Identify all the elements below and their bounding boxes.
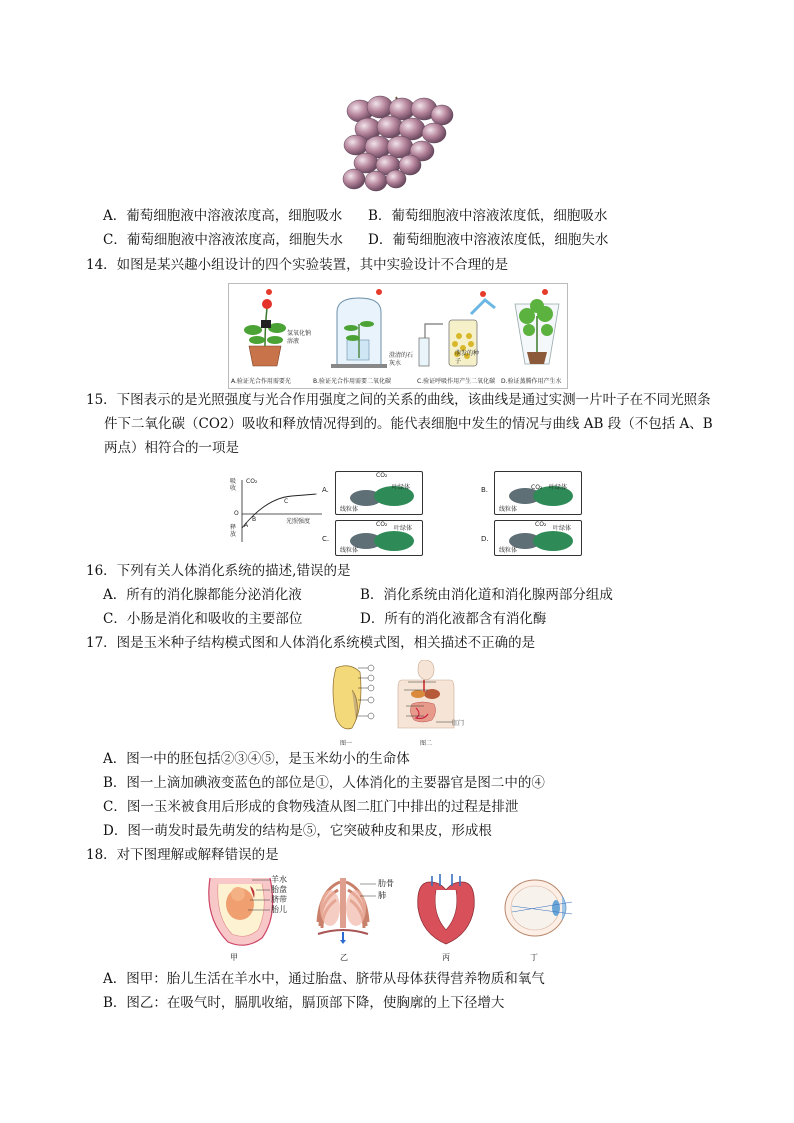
q15-c-chloroplast: 叶绿体 <box>394 525 413 532</box>
q15-graph-point-b: B <box>252 516 257 523</box>
q17-option-d: D．图一萌发时最先萌发的结构是⑤，它突破种皮和果皮，形成根 <box>103 823 492 839</box>
q14-label-naoh: 氢氧化钠溶液 <box>287 330 312 345</box>
q18-option-b: B．图乙：在吸气时，膈肌收缩，膈顶部下降，使胸廓的上下径增大 <box>103 995 505 1011</box>
q18-name-ding: 丁 <box>530 953 538 962</box>
q15-b-mito: 线粒体 <box>499 506 518 513</box>
grape-image <box>338 95 456 197</box>
q15-option-a-box <box>322 471 423 515</box>
q13-option-c: C．葡萄细胞液中溶液浓度高，细胞失水 <box>103 232 343 248</box>
q15-graph-co2: CO₂ <box>246 478 258 485</box>
q13-option-b: B．葡萄细胞液中溶液浓度低，细胞吸水 <box>368 208 608 224</box>
q15-option-c-box <box>322 520 423 556</box>
q14-figure <box>228 283 568 389</box>
q18-label-lung: 肺 <box>378 891 386 900</box>
q18-figure <box>200 872 580 964</box>
q13-option-a: A．葡萄细胞液中溶液浓度高，细胞吸水 <box>103 208 343 224</box>
q16-option-b: B．消化系统由消化道和消化腺两部分组成 <box>360 587 613 603</box>
q18-name-bing: 丙 <box>442 953 450 962</box>
q14-caption-d: D.验证蒸腾作用产生水 <box>501 378 562 385</box>
q15-a-co2: CO₂ <box>376 472 388 479</box>
q15-stem-line2: 件下二氧化碳（CO2）吸收和释放情况得到的。能代表细胞中发生的情况与曲线 AB 段（不包括 A、B <box>104 416 713 432</box>
q15-c-co2: CO₂ <box>376 521 388 528</box>
q15-letter-a: A. <box>322 486 329 494</box>
q18-label-placenta: 胎盘 <box>271 885 287 894</box>
q17-option-a: A．图一中的胚包括②③④⑤，是玉米幼小的生命体 <box>103 751 410 767</box>
q18-label-fetus: 胎儿 <box>271 905 287 914</box>
q14-label-seeds: 萌发的种子 <box>455 350 480 365</box>
q18-label-cord: 脐带 <box>271 895 287 904</box>
q14-caption-b: B.验证光合作用需要二氧化碳 <box>313 378 392 385</box>
q17-figure <box>328 660 468 748</box>
q18-label-rib: 肋骨 <box>378 879 394 888</box>
q18-name-yi: 乙 <box>340 953 348 962</box>
q17-stem: 17．图是玉米种子结构模式图和人体消化系统模式图，相关描述不正确的是 <box>86 635 536 651</box>
q13-option-d: D．葡萄细胞液中溶液浓度低，细胞失水 <box>368 232 609 248</box>
q15-graph-origin: O <box>234 510 239 517</box>
q15-letter-b: B. <box>481 486 489 494</box>
q16-option-a: A．所有的消化腺都能分泌消化液 <box>103 587 302 603</box>
q17-option-b: B．图一上滴加碘液变蓝色的部位是①，人体消化的主要器官是图二中的④ <box>103 775 545 791</box>
q15-graph-y-absorb: 吸收 <box>230 478 237 492</box>
q15-option-b-box <box>481 471 582 515</box>
q15-graph-x-label: 光照强度 <box>286 518 311 525</box>
q15-d-chloroplast: 叶绿体 <box>553 525 572 532</box>
q15-c-mito: 线粒体 <box>340 547 359 554</box>
q15-d-co2: CO₂ <box>535 521 547 528</box>
q18-option-a: A．图甲：胎儿生活在羊水中，通过胎盘、脐带从母体获得营养物质和氧气 <box>103 971 545 987</box>
q15-d-mito: 线粒体 <box>499 547 518 554</box>
q15-graph-y-release: 释放 <box>230 524 237 538</box>
q18-name-jia: 甲 <box>230 953 238 962</box>
q14-caption-a: A.验证光合作用需要光 <box>231 378 291 385</box>
q15-curve-graph <box>226 476 326 548</box>
q14-caption-c: C.验证呼吸作用产生二氧化碳 <box>417 378 496 385</box>
q18-label-amnion: 羊水 <box>271 875 287 884</box>
q14-stem: 14．如图是某兴趣小组设计的四个实验装置，其中实验设计不合理的是 <box>86 257 509 273</box>
q15-letter-c: C. <box>322 535 330 543</box>
q15-graph-point-a: A <box>244 522 249 529</box>
q18-stem: 18．对下图理解或解释错误的是 <box>86 847 279 863</box>
q17-anus-label: 肛门 <box>452 720 465 727</box>
q15-letter-d: D. <box>481 535 489 543</box>
q16-stem: 16．下列有关人体消化系统的描述,错误的是 <box>86 563 351 579</box>
q15-a-chloroplast: 叶绿体 <box>392 484 411 491</box>
sun-icon <box>266 289 548 297</box>
q15-graph-point-c: C <box>284 498 289 505</box>
q14-label-limewater: 澄清的石灰水 <box>389 352 414 367</box>
q15-b-co2: CO₂ <box>531 484 543 491</box>
q15-option-d-box <box>481 520 582 556</box>
q17-fig2-label: 图二 <box>420 740 433 747</box>
q16-option-d: D．所有的消化液都含有消化酶 <box>360 611 547 627</box>
q16-option-c: C．小肠是消化和吸收的主要部位 <box>103 611 303 627</box>
q15-stem-line1: 15．下图表示的是光照强度与光合作用强度之间的关系的曲线，该曲线是通过实测一片叶子在不同光照条 <box>86 392 711 408</box>
q17-fig1-label: 图一 <box>340 740 353 747</box>
q15-stem-line3: 两点）相符合的一项是 <box>104 440 239 456</box>
q15-b-chloroplast: 叶绿体 <box>549 484 568 491</box>
q17-option-c: C．图一玉米被食用后形成的食物残渣从图二肛门中排出的过程是排泄 <box>103 799 519 815</box>
q15-a-mito: 线粒体 <box>340 506 359 513</box>
